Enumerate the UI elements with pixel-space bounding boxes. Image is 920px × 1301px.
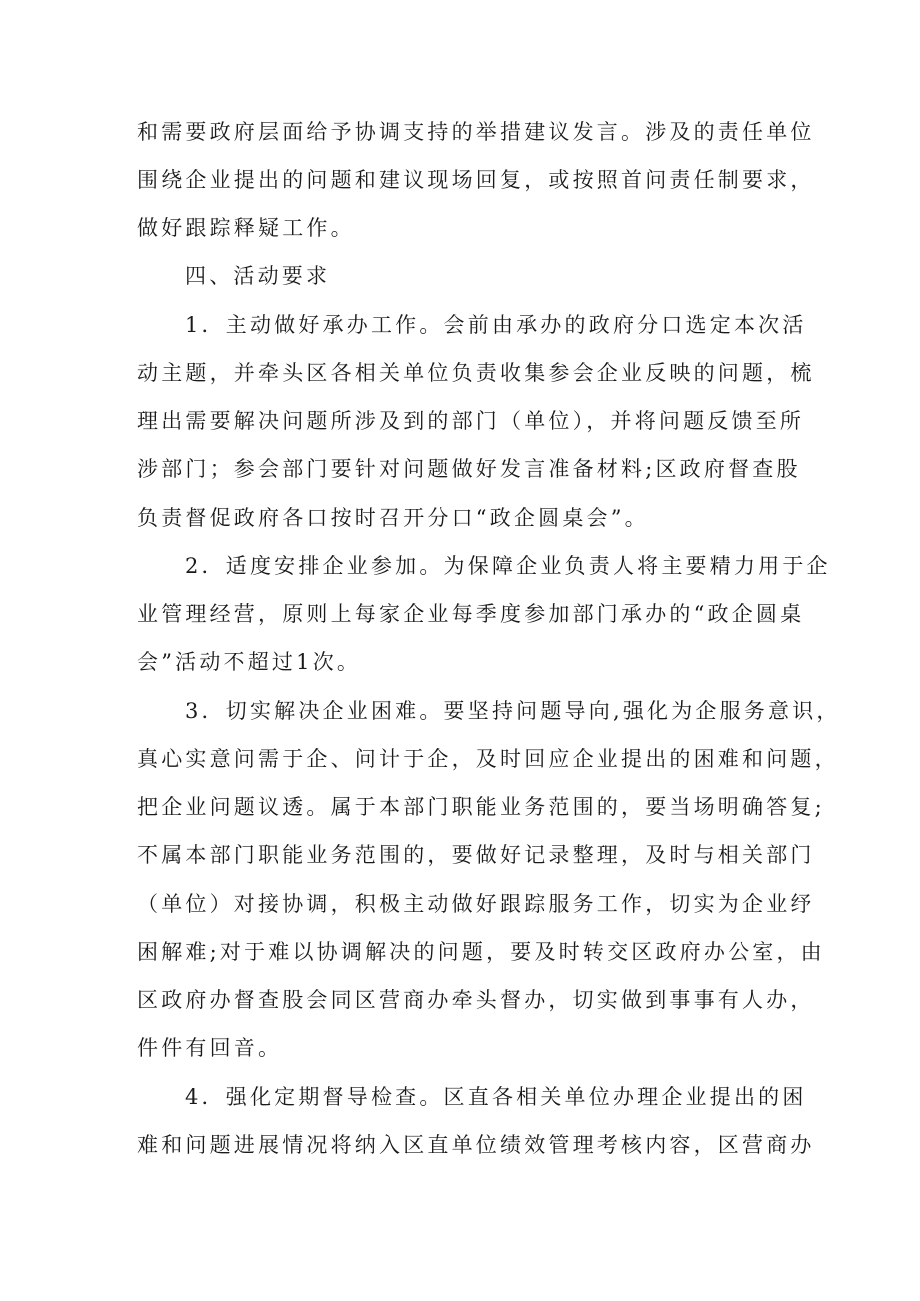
body-text-line: 做好跟踪释疑工作。 <box>137 216 355 240</box>
body-text-line: 会”活动不超过1次。 <box>137 650 362 674</box>
item-3-text-line: 3．切实解决企业困难。要坚持问题导向,强化为企服务意识， <box>185 699 841 723</box>
body-text-line: 业管理经营，原则上每家企业每季度参加部门承办的“政企圆桌 <box>137 602 805 626</box>
body-text-line: 把企业问题议透。属于本部门职能业务范围的，要当场明确答复; <box>137 795 825 819</box>
body-text-line: 和需要政府层面给予协调支持的举措建议发言。涉及的责任单位 <box>137 120 815 144</box>
body-text-line: 围绕企业提出的问题和建议现场回复，或按照首问责任制要求， <box>137 168 815 192</box>
item-1-text-line: 1．主动做好承办工作。会前由承办的政府分口选定本次活 <box>185 313 807 337</box>
body-text-line: 区政府办督查股会同区营商办牵头督办，切实做到事事有人办， <box>137 988 815 1012</box>
item-2-text-line: 2．适度安排企业参加。为保障企业负责人将主要精力用于企 <box>185 554 831 578</box>
body-text-line: 动主题，并牵头区各相关单位负责收集参会企业反映的问题，梳 <box>137 361 815 385</box>
body-text-line: 难和问题进展情况将纳入区直单位绩效管理考核内容，区营商办 <box>137 1133 815 1157</box>
body-text-line: 件件有回音。 <box>137 1036 283 1060</box>
body-text-line: 困解难;对于难以协调解决的问题，要及时转交区政府办公室，由 <box>137 940 825 964</box>
body-text-line: 真心实意问需于企、问计于企，及时回应企业提出的困难和问题， <box>137 747 839 771</box>
section-heading: 四、活动要求 <box>185 264 331 288</box>
body-text-line: 理出需要解决问题所涉及到的部门（单位），并将问题反馈至所 <box>137 409 805 433</box>
body-text-line: 负责督促政府各口按时召开分口“政企圆桌会”。 <box>137 506 649 530</box>
body-text-line: （单位）对接协调，积极主动做好跟踪服务工作，切实为企业纾 <box>137 892 815 916</box>
body-text-line: 涉部门；参会部门要针对问题做好发言准备材料;区政府督查股 <box>137 457 801 481</box>
item-4-text-line: 4．强化定期督导检查。区直各相关单位办理企业提出的困 <box>185 1085 807 1109</box>
body-text-line: 不属本部门职能业务范围的，要做好记录整理，及时与相关部门 <box>137 843 815 867</box>
